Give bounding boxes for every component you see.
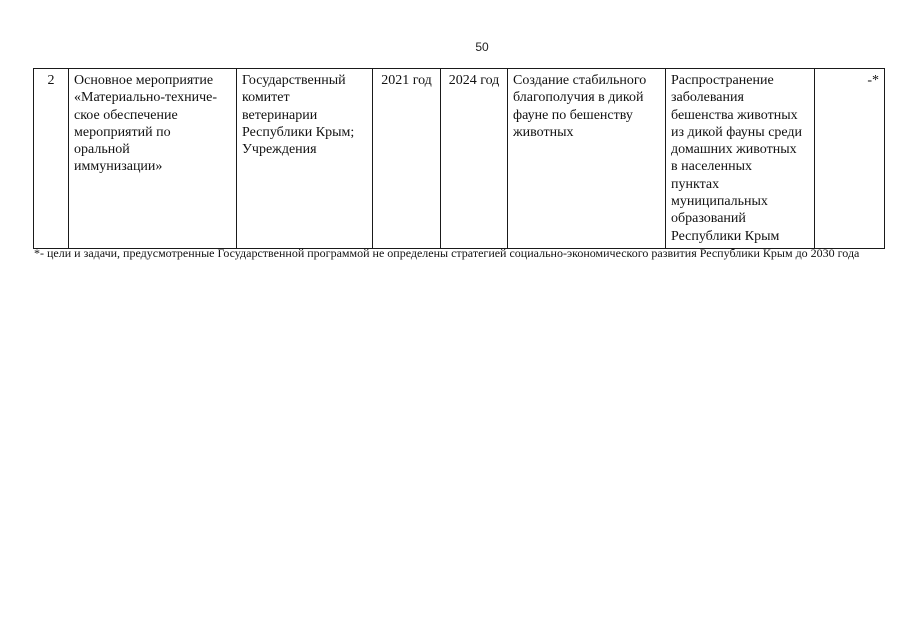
expected-result-cell (508, 69, 666, 249)
consequence-line: муниципальных (671, 194, 768, 210)
consequence-line: образований (671, 211, 746, 227)
event-name-line: Основное мероприятие (74, 73, 214, 88)
row-number-cell: 2 (34, 69, 69, 249)
executor-cell (237, 69, 373, 249)
expected-result-line: животных (513, 124, 574, 140)
expected-result-line: фауне по бешенству (513, 107, 633, 123)
consequence-line: бешенства животных (671, 107, 798, 123)
expected-result-line: Создание стабильного (513, 73, 647, 88)
consequence-line: из дикой фауны среди (671, 124, 803, 140)
page-number: 50 (475, 40, 489, 54)
footnote: *- цели и задачи, предусмотренные Государственной программой не определены стратегией социально-экономического развития Республики Крым до 2030 года (34, 246, 860, 260)
consequence-line: Республики Крым (671, 228, 780, 244)
event-name-line: ское обеспечение (74, 107, 178, 123)
program-events-table (33, 68, 885, 249)
consequence-line: пунктах (671, 176, 720, 192)
executor-line: Учреждения (242, 142, 317, 158)
executor-line: Республики Крым; (242, 124, 355, 140)
event-name-line: оральной (74, 142, 130, 158)
end-year-cell: 2024 год (441, 69, 508, 249)
consequence-line: домашних животных (671, 142, 797, 158)
consequence-line: Распространение (671, 73, 774, 88)
executor-line: комитет (242, 90, 290, 106)
event-name-line: иммунизации» (74, 159, 163, 175)
executor-line: ветеринарии (242, 107, 318, 123)
consequence-line: заболевания (671, 90, 744, 106)
event-name-line: мероприятий по (74, 124, 171, 140)
event-name-cell (69, 69, 237, 249)
consequence-line: в населенных (671, 159, 753, 175)
note-cell: -* (815, 69, 885, 249)
event-name-line: «Материально-техниче- (74, 90, 218, 106)
executor-line: Государственный (242, 73, 346, 88)
expected-result-line: благополучия в дикой (513, 90, 644, 106)
table-row (34, 69, 885, 249)
consequence-cell (666, 69, 815, 249)
start-year-cell: 2021 год (373, 69, 441, 249)
